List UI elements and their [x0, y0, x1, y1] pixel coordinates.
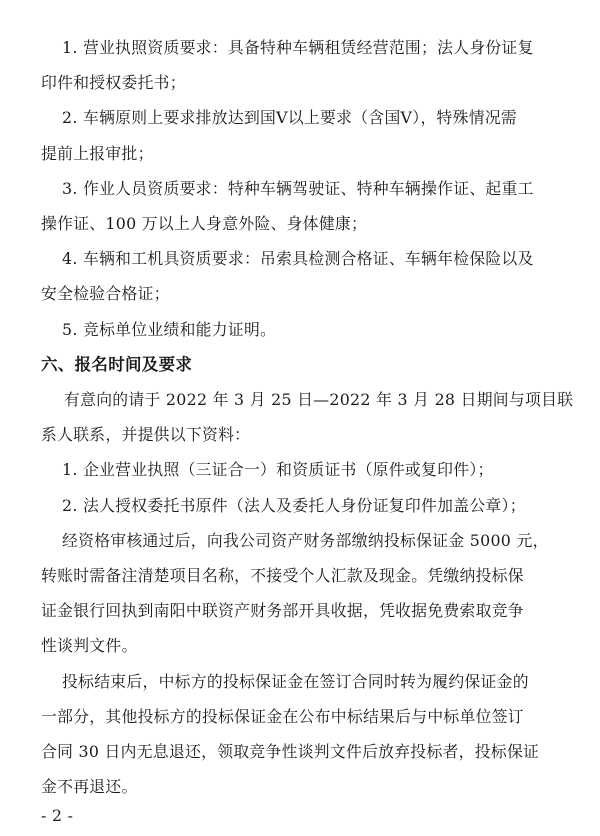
requirement-1-line-1: 1. 营业执照资质要求：具备特种车辆租赁经营范围；法人身份证复	[62, 38, 534, 57]
requirement-4-line-1: 4. 车辆和工机具资质要求：吊索具检测合格证、车辆年检保险以及	[62, 249, 534, 268]
requirement-2-line-2: 提前上报审批；	[41, 144, 154, 163]
requirement-4-line-2: 安全检验合格证；	[41, 284, 170, 303]
deposit-line-2: 转账时需备注清楚项目名称，不接受个人汇款及现金。凭缴纳投标保	[41, 566, 524, 585]
refund-line-2: 一部分，其他投标方的投标保证金在公布中标结果后与中标单位签订	[41, 707, 524, 726]
material-1: 1. 企业营业执照（三证合一）和资质证书（原件或复印件）；	[62, 460, 494, 479]
requirement-3-line-2: 操作证、100 万以上人身意外险、身体健康；	[41, 214, 368, 233]
requirement-2-line-1: 2. 车辆原则上要求排放达到国Ⅴ以上要求（含国Ⅴ），特殊情况需	[62, 108, 518, 127]
deposit-line-4: 性谈判文件。	[41, 636, 138, 655]
intro-line-2: 系人联系，并提供以下资料：	[41, 425, 251, 444]
deposit-line-3: 证金银行回执到南阳中联资产财务部开具收据，凭收据免费索取竞争	[41, 601, 524, 620]
refund-line-4: 金不再退还。	[41, 777, 138, 796]
material-2: 2. 法人授权委托书原件（法人及委托人身份证复印件加盖公章）；	[62, 496, 526, 515]
page-number: - 2 -	[41, 806, 74, 825]
section-heading: 六、报名时间及要求	[41, 355, 193, 374]
requirement-1-line-2: 印件和授权委托书；	[41, 73, 186, 92]
refund-line-3: 合同 30 日内无息退还，领取竞争性谈判文件后放弃投标者，投标保证	[41, 742, 540, 761]
intro-line-1: 有意向的请于 2022 年 3 月 25 日—2022 年 3 月 28 日期间与项目联	[64, 390, 574, 409]
deposit-line-1: 经资格审核通过后，向我公司资产财务部缴纳投标保证金 5000 元，	[62, 531, 549, 550]
refund-line-1: 投标结束后，中标方的投标保证金在签订合同时转为履约保证金的	[62, 672, 529, 691]
requirement-3-line-1: 3. 作业人员资质要求：特种车辆驾驶证、特种车辆操作证、起重工	[62, 179, 534, 198]
requirement-5: 5. 竞标单位业绩和能力证明。	[62, 320, 277, 339]
